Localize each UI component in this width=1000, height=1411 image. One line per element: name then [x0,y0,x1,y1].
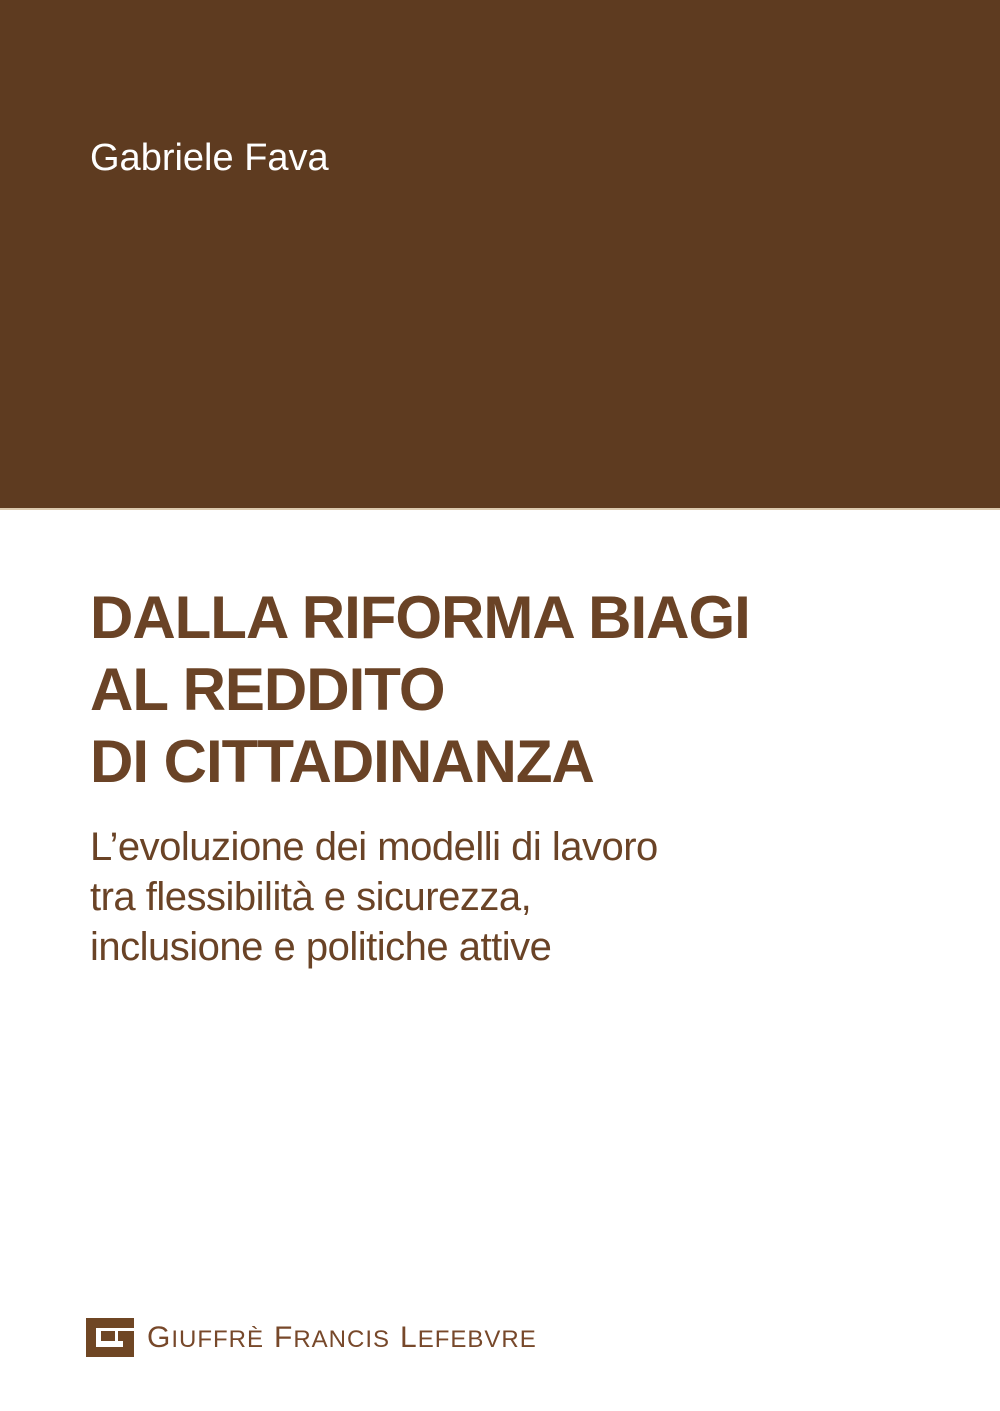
subtitle-line-1: L’evoluzione dei modelli di lavoro [90,825,658,869]
subtitle-line-3: inclusione e politiche attive [90,925,552,969]
author-name: Gabriele Fava [90,137,329,179]
cover-top-band [0,0,1000,510]
cover-body [0,582,1000,972]
title-line-1: DALLA RIFORMA BIAGI [90,584,750,651]
publisher-block [86,1318,537,1357]
title-line-2: AL REDDITO [90,656,445,723]
giuffre-square-g-icon [86,1318,134,1357]
publisher-wordmark: GIUFFRÈ FRANCIS LEFEBVRE [147,1320,537,1354]
book-subtitle [90,822,940,972]
subtitle-line-2: tra flessibilità e sicurezza, [90,875,532,919]
book-title [90,582,940,798]
title-line-3: DI CITTADINANZA [90,728,594,795]
